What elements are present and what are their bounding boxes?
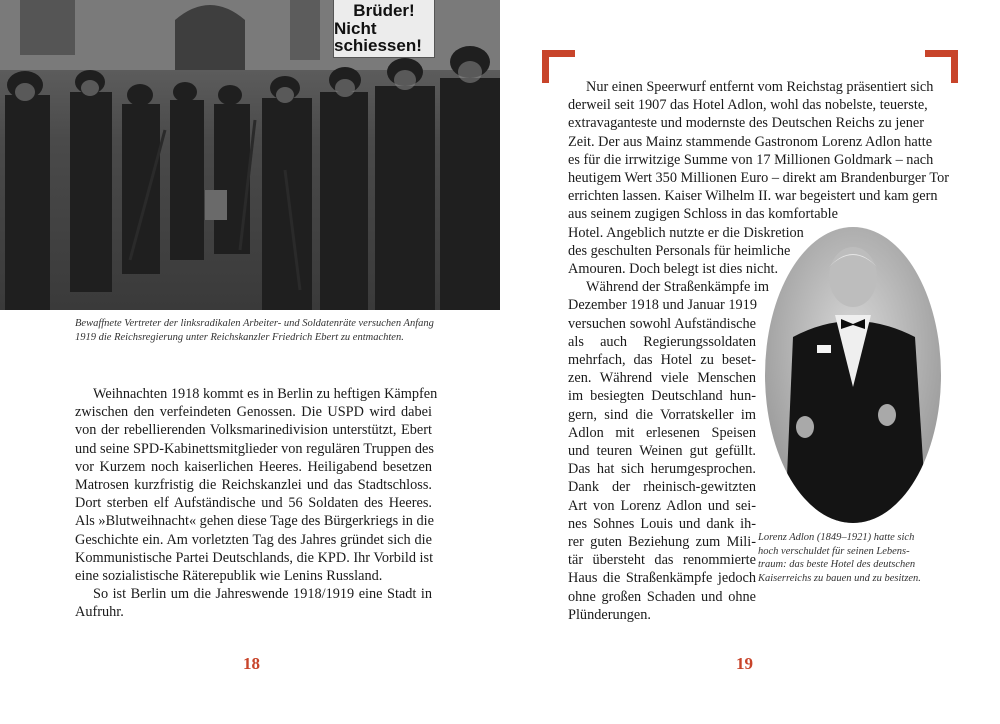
caption-line: hoch verschuldet für seinen Lebens- [758,545,910,557]
text-line: nes Sohnes Louis und dank ih- [568,515,756,532]
text-line: tär übersteht das renommierte [568,552,756,569]
text-line: ohne großen Schaden und ohne [568,588,756,605]
text-line: versuchen sowohl Aufständische [568,315,756,332]
page-number: 18 [243,654,260,673]
text-line: Während der Straßenkämpfe im [586,279,770,296]
text-line: Dort sterben elf Aufständische und 56 Soldaten des Heeres. [75,495,432,512]
text-line: mehrfach, das Hotel zu beset- [568,352,756,369]
text-line: zwischen den verfeindeten Genossen. Die USPD wird dabei [75,404,432,421]
sign-text-line2: Nicht schiessen! [334,18,422,56]
text-line: derweil seit 1907 das Hotel Adlon, wohl das nobelste, teuerste, [568,97,928,114]
text-line: vor Kurzem noch kaiserlichen Heeres. Heiligabend besetzen [75,458,432,475]
text-line: heutigem Wert 350 Millionen Euro – direkt am Brandenburger Tor [568,170,950,187]
text-line: Nur einen Speerwurf entfernt vom Reichstag präsentiert sich [586,79,934,95]
right-page [500,0,1000,724]
portrait-caption [758,531,938,585]
page-number: 19 [736,654,753,673]
text-line: aus seinem zugigen Schloss in das komfortable [568,206,839,223]
text-line: Kommunistische Partei Deutschlands, die KPD. Ihr Vorbild ist [75,549,434,566]
text-line: im besiegten Deutschland hun- [568,388,756,405]
text-line: So ist Berlin um die Jahreswende 1918/1919 eine Stadt in [93,586,432,603]
sign-text-line1: Brüder! [353,0,415,20]
text-line: Art von Lorenz Adlon und sei- [568,497,756,514]
text-line: Das hat sich herumgesprochen. [568,461,756,478]
text-line: Aufruhr. [75,604,124,621]
text-line: errichten lassen. Kaiser Wilhelm II. war begeistert und kam gern [568,188,938,205]
portrait-image [765,227,941,523]
text-line: zen. Während viele Menschen [568,370,756,387]
text-line: und teuren Weinen gut gefüllt. [568,443,756,460]
paragraph [75,585,432,621]
text-line: Adlon mit erlesenen Speisen [568,424,756,441]
text-line: Zeit. Der aus Mainz stammende Gastronom Lorenz Adlon hatte [568,133,933,150]
photo-caption: Bewaffnete Vertreter der linksradikalen Arbeiter- und Soldatenräte versuchen Anfang 1919 die Reichsregierung unter Reichskanzler Friedrich Ebert zu entmachten. [75,318,434,343]
text-line: Amouren. Doch belegt ist dies nicht. [568,261,779,278]
text-line: Als »Blutweihnacht« gehen diese Tage des Bürgerkriegs in die [75,513,434,530]
caption-line: Kaiserreichs zu bauen und zu besitzen. [758,572,921,584]
portrait-lorenz-adlon [765,227,941,523]
text-line: extravaganteste und modernste des Deutschen Reichs zu jener [568,115,924,132]
text-line: von der rebellierenden Volksmarinedivision unterstützt, Ebert [75,422,432,439]
text-line: gern, sind die Vorratskeller im [568,406,756,423]
text-line: Hotel. Angeblich nutzte er die Diskretion [568,224,804,241]
text-line: es für die irrwitzige Summe von 17 Millionen Goldmark – nach [568,151,934,168]
text-line: Haus die Straßenkämpfe jedoch [568,570,756,587]
left-body-text [75,385,438,622]
paragraph [75,385,438,585]
caption-line: traum: das beste Hotel des deutschen [758,559,916,570]
caption-line: Lorenz Adlon (1849–1921) hatte sich [758,532,915,543]
text-line: rer guten Beziehung zum Mili- [568,534,756,551]
protest-sign [333,0,435,58]
text-line: Weihnachten 1918 kommt es in Berlin zu heftigen Kämpfen [93,386,438,402]
text-line: als auch Regierungssoldaten [568,333,756,350]
text-line: und seine SPD-Kabinettsmitglieder von regulären Truppen des [75,440,434,457]
text-line: Geschichte ein. Am vorletzten Tag des Jahres gründet sich die [75,531,432,548]
text-line: Plünderungen. [568,606,651,623]
text-line: Dezember 1918 und Januar 1919 [568,297,757,314]
text-line: Matrosen kurzfristig die Reichskanzlei und das Stadtschloss. [75,477,432,494]
text-line: des geschulten Personals für heimliche [568,242,791,259]
archival-photo-soldiers [0,0,500,310]
text-line: eine sozialistische Räterepublik wie Lenins Russland. [75,568,383,585]
text-line: Dank der rheinisch-gewitzten [568,479,756,496]
